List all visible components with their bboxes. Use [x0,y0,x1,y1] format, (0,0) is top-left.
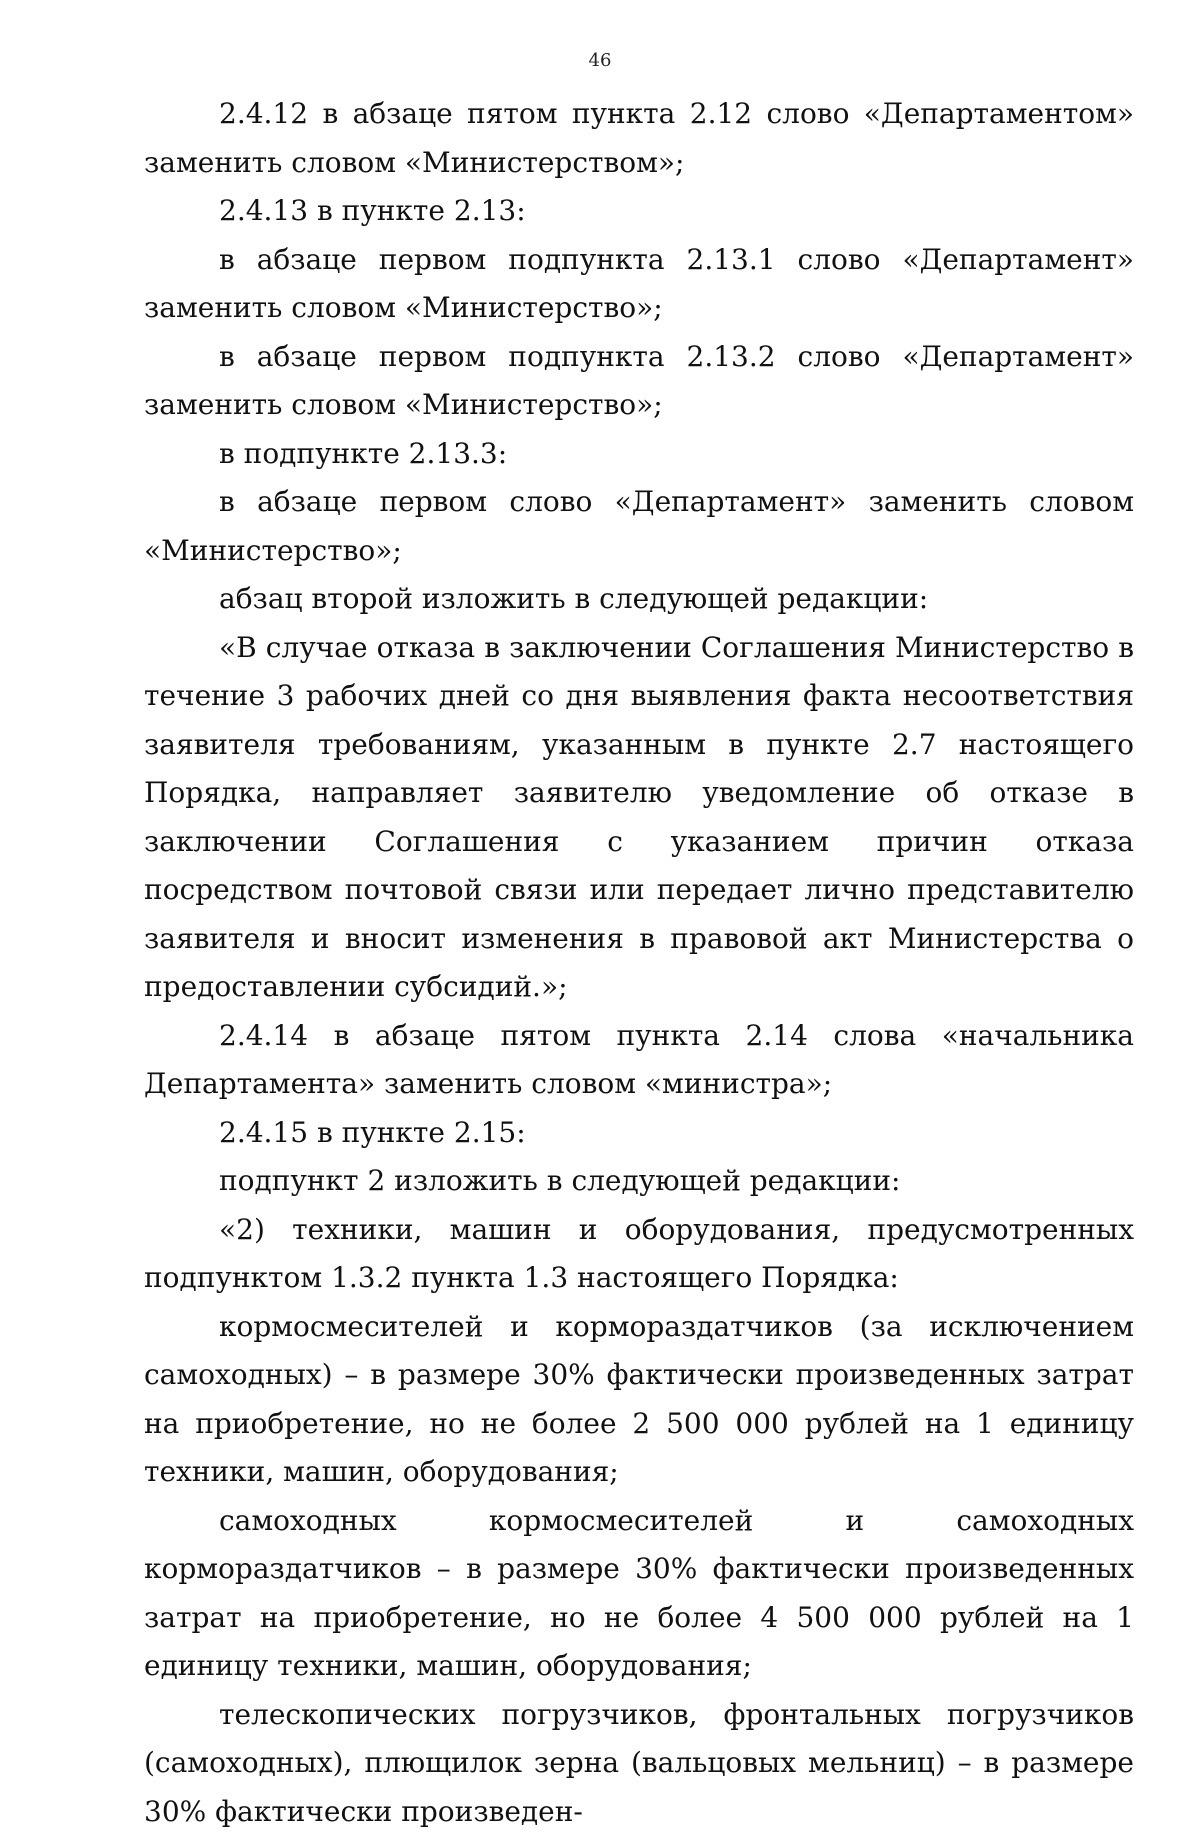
paragraph-feed-mixers: кормосмесителей и кормораздатчиков (за исключением самоходных) – в размере 30% фактически произведенных затрат на приобретение, но не более 2 500 000 рублей на 1 единицу техники, машин, оборудования; [144,1303,1134,1497]
paragraph-2-4-12: 2.4.12 в абзаце пятом пункта 2.12 слово «Департаментом» заменить словом «Министерством»; [144,90,1134,187]
paragraph-quote-equipment: «2) техники, машин и оборудования, предусмотренных подпунктом 1.3.2 пункта 1.3 настоящего Порядка: [144,1206,1134,1303]
document-body [144,90,1134,1836]
paragraph-loaders: телескопических погрузчиков, фронтальных погрузчиков (самоходных), плющилок зерна (вальцовых мельниц) – в размере 30% фактически произведен- [144,1691,1134,1836]
paragraph-self-propelled-mixers: самоходных кормосмесителей и самоходных кормораздатчиков – в размере 30% фактически произведенных затрат на приобретение, но не более 4 500 000 рублей на 1 единицу техники, машин, оборудования; [144,1497,1134,1691]
paragraph-2-4-13: 2.4.13 в пункте 2.13: [144,187,1134,236]
paragraph-subpoint-2: подпункт 2 изложить в следующей редакции: [144,1157,1134,1206]
paragraph-2-4-15: 2.4.15 в пункте 2.15: [144,1109,1134,1158]
page-number: 46 [0,50,1200,71]
paragraph-2-4-14: 2.4.14 в абзаце пятом пункта 2.14 слова «начальника Департамента» заменить словом «министра»; [144,1012,1134,1109]
paragraph-2-13-1: в абзаце первом подпункта 2.13.1 слово «Департамент» заменить словом «Министерство»; [144,236,1134,333]
paragraph-quote-refusal: «В случае отказа в заключении Соглашения Министерство в течение 3 рабочих дней со дня выявления факта несоответствия заявителя требованиям, указанным в пункте 2.7 настоящего Порядка, направляет заявителю уведомление об отказе в заключении Соглашения с указанием причин отказа посредством почтовой связи или передает лично представителю заявителя и вносит изменения в правовой акт Министерства о предоставлении субсидий.»; [144,624,1134,1012]
paragraph-first-abzac: в абзаце первом слово «Департамент» заменить словом «Министерство»; [144,478,1134,575]
paragraph-2-13-2: в абзаце первом подпункта 2.13.2 слово «Департамент» заменить словом «Министерство»; [144,333,1134,430]
paragraph-2-13-3: в подпункте 2.13.3: [144,430,1134,479]
paragraph-second-abzac: абзац второй изложить в следующей редакции: [144,575,1134,624]
